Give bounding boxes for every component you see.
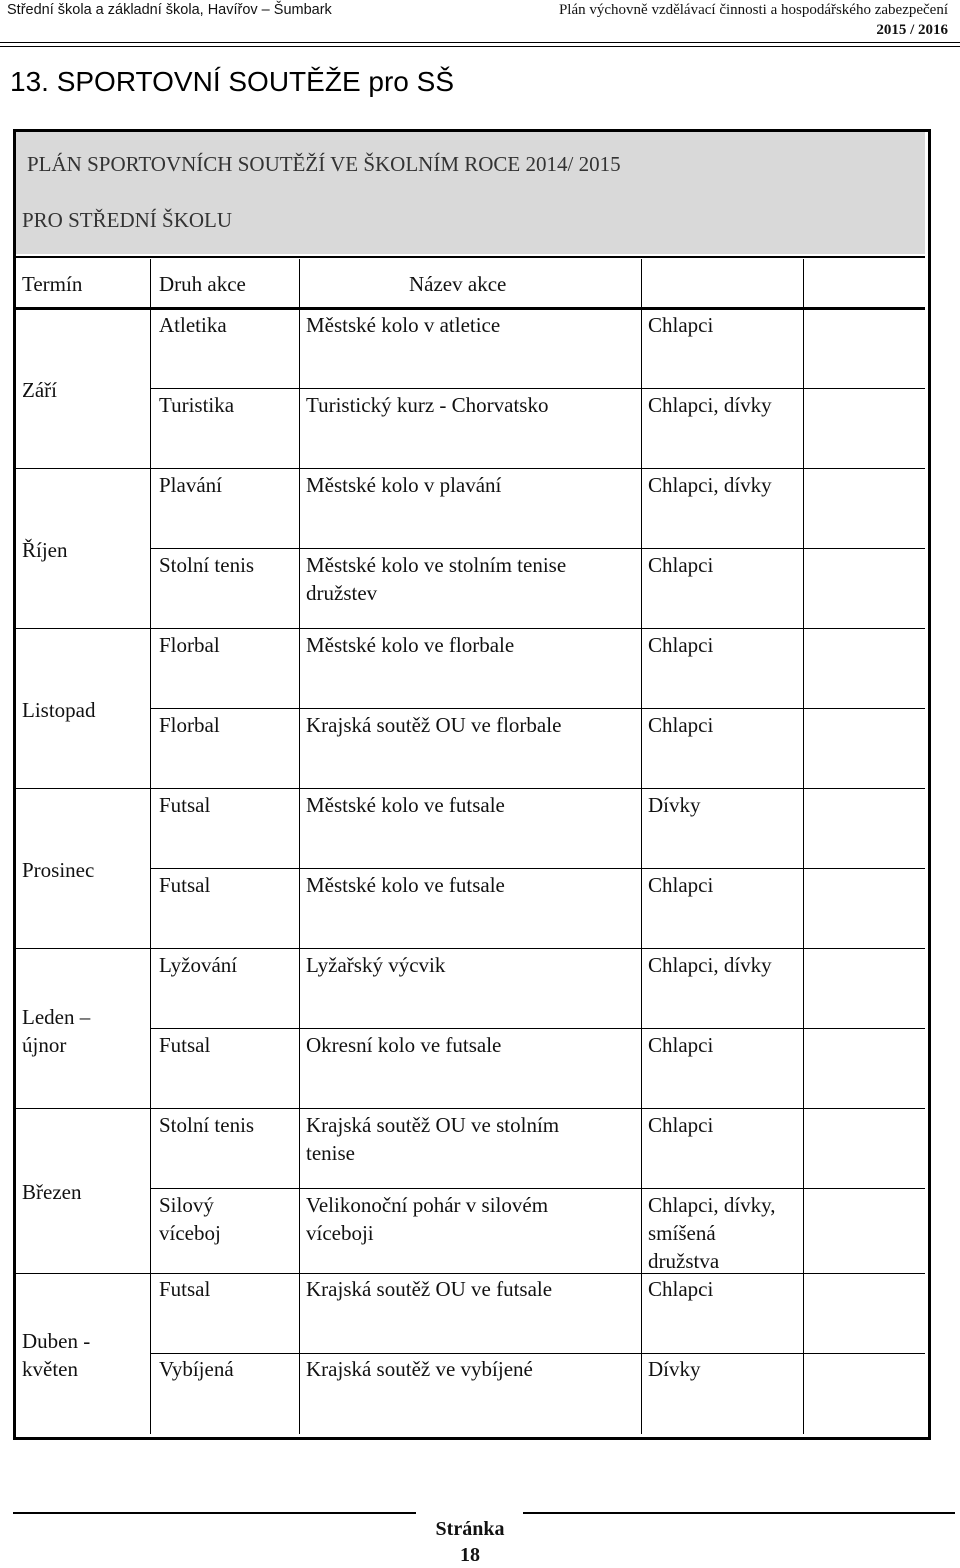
header-rule-thin	[0, 46, 960, 47]
col-divider-term	[150, 259, 151, 1434]
cell-name: Okresní kolo ve futsale	[306, 1033, 502, 1057]
header-school-name: Střední škola a základní škola, Havířov – Šumbark	[7, 2, 332, 18]
cell-who: Chlapci	[648, 713, 714, 737]
cell-who: Chlapci	[648, 1113, 714, 1137]
row-separator	[150, 548, 925, 549]
cell-name: Krajská soutěž OU ve futsale	[306, 1277, 553, 1301]
month-separator	[16, 628, 925, 629]
cell-name: Lyžařský výcvik	[306, 953, 446, 977]
cell-name: Turistický kurz - Chorvatsko	[306, 393, 549, 417]
cell-name: Městské kolo v atletice	[306, 313, 501, 337]
month-cell: Říjen	[22, 538, 68, 562]
cell-name: Městské kolo ve florbale	[306, 633, 515, 657]
section-title: 13. SPORTOVNÍ SOUTĚŽE pro SŠ	[10, 66, 454, 97]
cell-type: Stolní tenis	[159, 553, 255, 577]
cell-who: Chlapci	[648, 1277, 714, 1301]
row-separator	[150, 1273, 925, 1274]
cell-name: Městské kolo ve futsale	[306, 873, 505, 897]
cell-type: Futsal	[159, 1033, 211, 1057]
month-cell: Leden – újnor	[22, 1005, 91, 1057]
cell-who: Chlapci	[648, 313, 714, 337]
month-cell: Listopad	[22, 698, 96, 722]
month-separator	[16, 948, 925, 949]
row-separator	[150, 388, 925, 389]
cell-type: Futsal	[159, 793, 211, 817]
cell-who: Chlapci	[648, 1033, 714, 1057]
month-cell: Prosinec	[22, 858, 95, 882]
page-number	[428, 1516, 512, 1568]
cell-name: Krajská soutěž OU ve stolním tenise	[306, 1113, 560, 1165]
month-separator	[16, 1108, 925, 1109]
cell-who: Dívky	[648, 1357, 701, 1381]
footer-rule-right	[523, 1512, 955, 1514]
row-separator	[150, 1028, 925, 1029]
month-cell: Duben - květen	[22, 1329, 91, 1381]
cell-type: Plavání	[159, 473, 222, 497]
cell-name: Městské kolo ve futsale	[306, 793, 505, 817]
col-divider-type	[299, 259, 300, 1434]
header-term: Termín	[22, 272, 83, 296]
cell-who: Chlapci	[648, 633, 714, 657]
page-number-value: 18	[460, 1544, 480, 1566]
month-cell: Září	[22, 378, 57, 402]
col-divider-name	[641, 259, 642, 1434]
cell-type: Silový víceboj	[159, 1193, 221, 1245]
plan-heading-line-2: PRO STŘEDNÍ ŠKOLU	[22, 208, 233, 232]
cell-who: Chlapci, dívky, smíšená družstva	[648, 1193, 776, 1273]
page-label: Stránka	[435, 1518, 505, 1540]
header-row-bottom-rule	[16, 307, 925, 310]
header-event-type: Druh akce	[159, 272, 246, 296]
col-divider-who	[803, 259, 804, 1434]
cell-type: Lyžování	[159, 953, 238, 977]
row-separator	[150, 868, 925, 869]
month-separator	[16, 1273, 153, 1274]
cell-type: Futsal	[159, 873, 211, 897]
cell-type: Florbal	[159, 713, 220, 737]
month-separator	[16, 468, 925, 469]
cell-type: Turistika	[159, 393, 235, 417]
cell-type: Futsal	[159, 1277, 211, 1301]
month-cell: Březen	[22, 1180, 82, 1204]
cell-type: Vybíjená	[159, 1357, 234, 1381]
cell-who: Chlapci, dívky	[648, 953, 772, 977]
header-rule	[0, 42, 960, 43]
row-separator	[150, 708, 925, 709]
cell-type: Florbal	[159, 633, 220, 657]
cell-type: Atletika	[159, 313, 227, 337]
month-separator	[16, 788, 925, 789]
plan-box-bottom-rule	[16, 256, 925, 258]
cell-type: Stolní tenis	[159, 1113, 255, 1137]
header-school-year: 2015 / 2016	[876, 22, 948, 38]
cell-name: Velikonoční pohár v silovém víceboji	[306, 1193, 549, 1245]
cell-name: Krajská soutěž OU ve florbale	[306, 713, 562, 737]
cell-name: Městské kolo v plavání	[306, 473, 502, 497]
cell-name: Městské kolo ve stolním tenise družstev	[306, 553, 567, 605]
cell-who: Chlapci, dívky	[648, 393, 772, 417]
header-plan-title: Plán výchovně vzdělávací činnosti a hospodářského zabezpečení	[558, 2, 948, 18]
row-separator	[150, 1353, 925, 1354]
plan-heading-line-1: PLÁN SPORTOVNÍCH SOUTĚŽÍ VE ŠKOLNÍM ROCE 2014/ 2015	[27, 152, 621, 176]
row-separator	[150, 1188, 925, 1189]
cell-name: Krajská soutěž ve vybíjené	[306, 1357, 533, 1381]
cell-who: Chlapci, dívky	[648, 473, 772, 497]
cell-who: Chlapci	[648, 553, 714, 577]
cell-who: Dívky	[648, 793, 701, 817]
footer-rule-left	[13, 1512, 416, 1514]
header-event-name: Název akce	[409, 272, 507, 296]
cell-who: Chlapci	[648, 873, 714, 897]
